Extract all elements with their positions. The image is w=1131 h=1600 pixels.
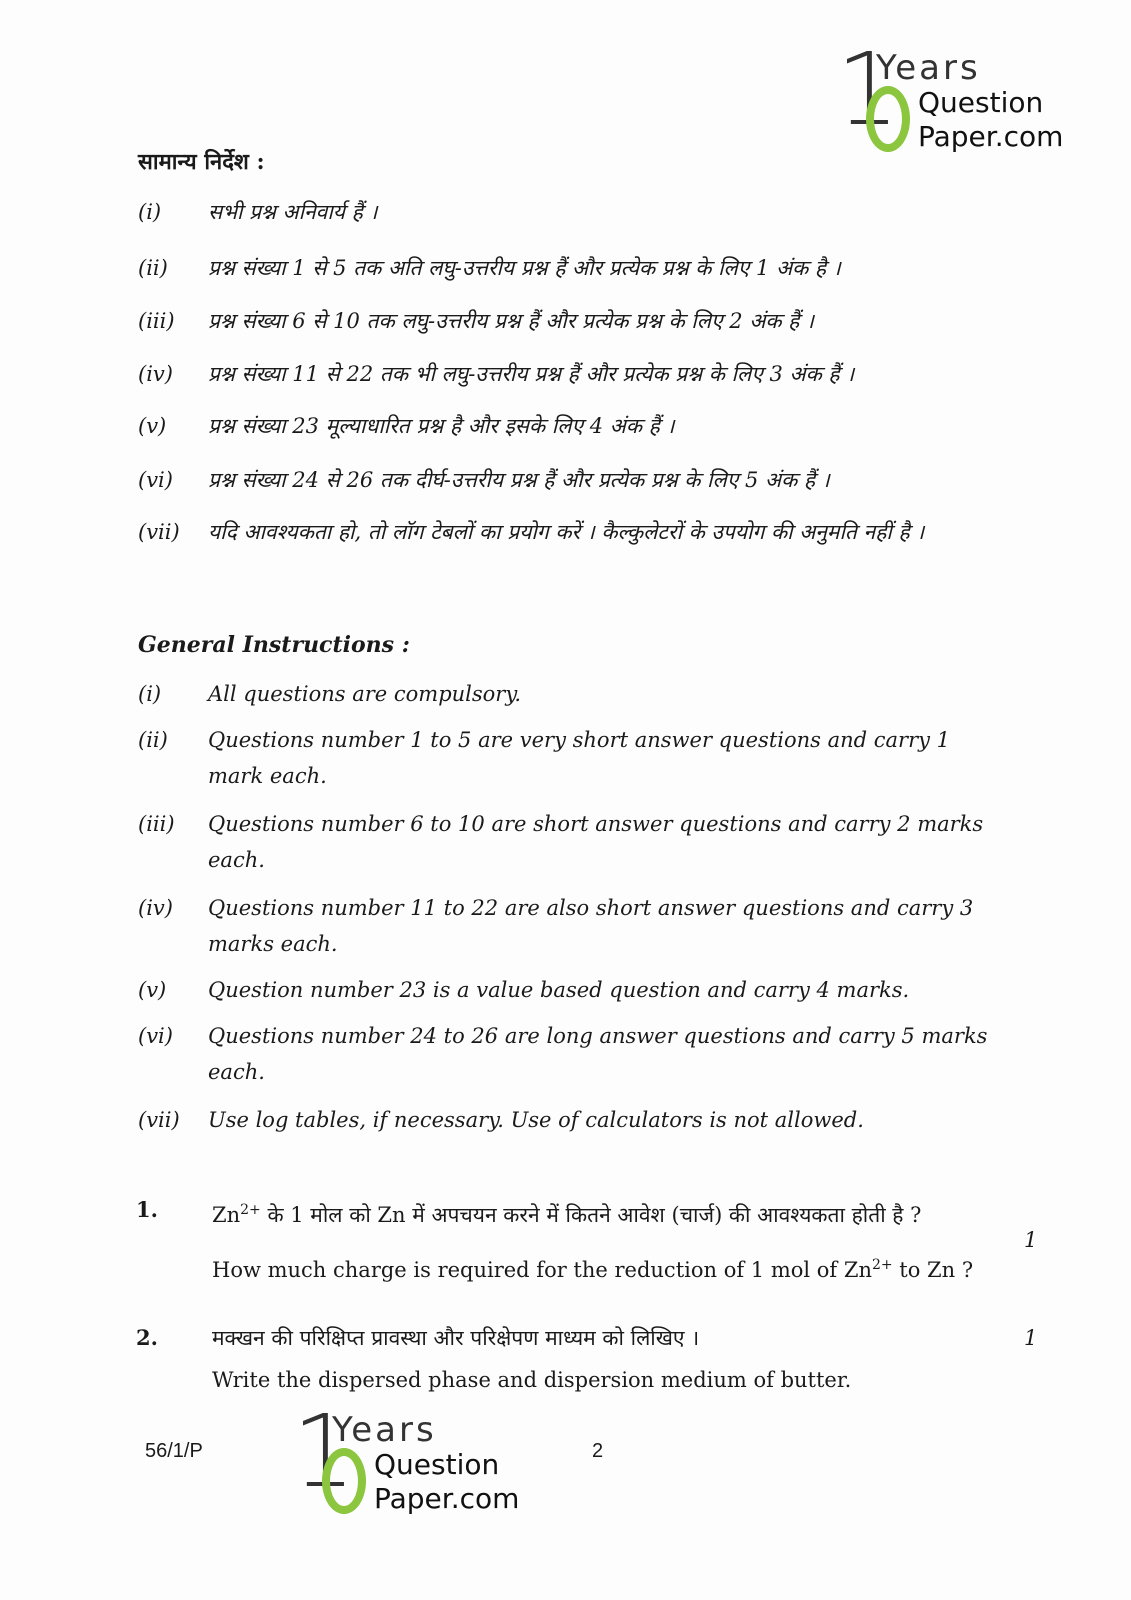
question-marks: 1 bbox=[1024, 1326, 1038, 1350]
item-number: (iii) bbox=[138, 812, 175, 836]
item-number: (ii) bbox=[138, 728, 168, 752]
question-number: 1. bbox=[136, 1197, 158, 1222]
item-text: Use log tables, if necessary. Use of calculators is not allowed. bbox=[208, 1108, 864, 1132]
item-number: (v) bbox=[138, 978, 167, 1002]
question-english: How much charge is required for the reduction of 1 mol of $Zn^{2+}$ to Zn ? bbox=[212, 1257, 974, 1282]
question-marks: 1 bbox=[1024, 1228, 1038, 1252]
item-number: (vi) bbox=[138, 1024, 173, 1048]
page-number: 2 bbox=[592, 1440, 604, 1462]
item-number: (vi) bbox=[138, 468, 173, 492]
question-number: 2. bbox=[136, 1325, 158, 1350]
logo-word-years: Years bbox=[332, 1410, 437, 1450]
item-text: सभी प्रश्न अनिवार्य हैं । bbox=[208, 200, 378, 224]
logo-word-paper: Paper.com bbox=[374, 1482, 520, 1515]
item-number: (i) bbox=[138, 682, 162, 706]
question-english: Write the dispersed phase and dispersion medium of butter. bbox=[212, 1368, 852, 1392]
paper-code: 56/1/P bbox=[145, 1440, 203, 1462]
logo-digit-one: 1 bbox=[292, 1393, 356, 1510]
item-text: प्रश्न संख्या 1 से 5 तक अति लघु-उत्तरीय प्रश्न हैं और प्रत्येक प्रश्न के लिए 1 अंक है । bbox=[208, 256, 841, 280]
logo-word-paper: Paper.com bbox=[918, 120, 1064, 153]
item-number: (iii) bbox=[138, 309, 175, 333]
logo-word-question: Question bbox=[918, 86, 1044, 119]
item-text: Questions number 1 to 5 are very short answer questions and carry 1 mark each. bbox=[208, 728, 951, 788]
item-number: (vii) bbox=[138, 1108, 180, 1132]
item-number: (ii) bbox=[138, 256, 168, 280]
question-text bbox=[212, 1320, 982, 1398]
item-number: (v) bbox=[138, 414, 167, 438]
item-text: प्रश्न संख्या 11 से 22 तक भी लघु-उत्तरीय प्रश्न हैं और प्रत्येक प्रश्न के लिए 3 अंक हैं । bbox=[208, 362, 855, 386]
item-text: Questions number 11 to 22 are also short answer questions and carry 3 marks each. bbox=[208, 896, 974, 956]
item-number: (iv) bbox=[138, 362, 173, 386]
question-text bbox=[212, 1192, 982, 1288]
item-text: Questions number 24 to 26 are long answer questions and carry 5 marks each. bbox=[208, 1024, 988, 1084]
header-logo bbox=[836, 31, 1076, 158]
logo-digit-zero-ring bbox=[322, 1448, 366, 1514]
item-text: Question number 23 is a value based question and carry 4 marks. bbox=[208, 978, 910, 1002]
item-text: प्रश्न संख्या 24 से 26 तक दीर्घ-उत्तरीय प्रश्न हैं और प्रत्येक प्रश्न के लिए 5 अंक हैं । bbox=[208, 468, 830, 492]
item-text: यदि आवश्यकता हो, तो लॉग टेबलों का प्रयोग करें । कैल्कुलेटरों के उपयोग की अनुमति नहीं है । bbox=[208, 520, 925, 544]
logo-word-question: Question bbox=[374, 1448, 500, 1481]
question-hindi: $Zn^{2+}$ के 1 मोल को Zn में अपचयन करने में कितने आवेश (चार्ज) की आवश्यकता होती है ? bbox=[212, 1202, 922, 1227]
footer-logo bbox=[292, 1393, 532, 1520]
question-hindi: मक्खन की परिक्षिप्त प्रावस्था और परिक्षेपण माध्यम को लिखिए । bbox=[212, 1326, 700, 1350]
item-number: (vii) bbox=[138, 520, 180, 544]
item-number: (iv) bbox=[138, 896, 173, 920]
item-text: All questions are compulsory. bbox=[208, 682, 522, 706]
item-number: (i) bbox=[138, 200, 162, 224]
logo-word-years: Years bbox=[876, 48, 981, 88]
english-instructions-heading: General Instructions : bbox=[138, 632, 410, 658]
item-text: Questions number 6 to 10 are short answer questions and carry 2 marks each. bbox=[208, 812, 984, 872]
logo-digit-one: 1 bbox=[836, 31, 900, 148]
item-text: प्रश्न संख्या 6 से 10 तक लघु-उत्तरीय प्रश्न हैं और प्रत्येक प्रश्न के लिए 2 अंक हैं । bbox=[208, 309, 814, 333]
hindi-instructions-heading: सामान्य निर्देश : bbox=[138, 149, 265, 175]
logo-digit-zero-ring bbox=[866, 86, 910, 152]
item-text: प्रश्न संख्या 23 मूल्याधारित प्रश्न है और इसके लिए 4 अंक हैं । bbox=[208, 414, 675, 438]
